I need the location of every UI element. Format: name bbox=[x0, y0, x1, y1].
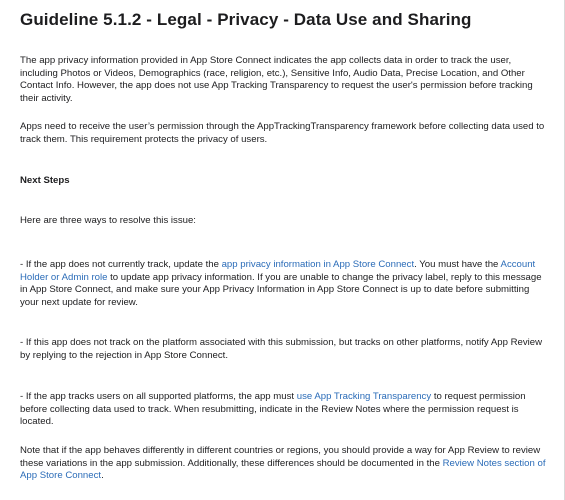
guideline-title: Guideline 5.1.2 - Legal - Privacy - Data Use and Sharing bbox=[20, 10, 472, 29]
item3-text-1: - If the app tracks users on all supported platforms, the app must bbox=[20, 391, 297, 402]
next-steps-heading: Next Steps bbox=[20, 175, 70, 186]
review-notes-section-link[interactable]: Review Notes section of App Store Connect bbox=[20, 457, 546, 482]
app-privacy-info-link[interactable]: app privacy information in App Store Connect bbox=[221, 259, 415, 270]
note-text-1: Note that if the app behaves differently in different countries or regions, you should provide a way for App Review to review these variations in the app submission. Additionally, these differences should be documented in the bbox=[20, 445, 541, 469]
item1-text-3: to update app privacy information. If you are unable to change the privacy label, reply to this message in App Store Connect, and make sure your App Privacy Information in App Store Connect is up to date before submitting your next update for review. bbox=[20, 271, 542, 308]
resolution-item-1 bbox=[20, 259, 550, 309]
item1-text-2: . You must have the bbox=[414, 259, 501, 270]
item1-text-1: - If the app does not currently track, update the bbox=[20, 259, 222, 270]
resolution-item-3 bbox=[20, 391, 550, 429]
item3-text-2: to request permission before collecting data used to track. When resubmitting, indicate in the Review Notes where the permission request is located. bbox=[20, 391, 526, 428]
permission-paragraph: Apps need to receive the user’s permission through the AppTrackingTransparency framework before collecting data used to track them. This requirement protects the privacy of users. bbox=[20, 121, 545, 145]
note-text-2: . bbox=[101, 470, 104, 482]
privacy-info-paragraph: The app privacy information provided in App Store Connect indicates the app collects data in order to track the user, including Photos or Videos, Demographics (race, religion, etc.), Sensitive Info, Audio Data, Precise Location, and Other Contact Info. However, the app does not use App Tracking Transparency to request the user's permission before tracking their activity. bbox=[20, 55, 533, 104]
regional-note-paragraph bbox=[20, 445, 550, 483]
account-holder-admin-role-link[interactable]: Account Holder or Admin role bbox=[20, 259, 536, 283]
resolution-item-2: - If this app does not track on the platform associated with this submission, but tracks on other platforms, notify App Review by replying to the rejection in App Store Connect. bbox=[20, 337, 543, 361]
use-app-tracking-transparency-link[interactable]: use App Tracking Transparency bbox=[296, 391, 432, 402]
resolve-intro: Here are three ways to resolve this issue: bbox=[20, 215, 196, 226]
